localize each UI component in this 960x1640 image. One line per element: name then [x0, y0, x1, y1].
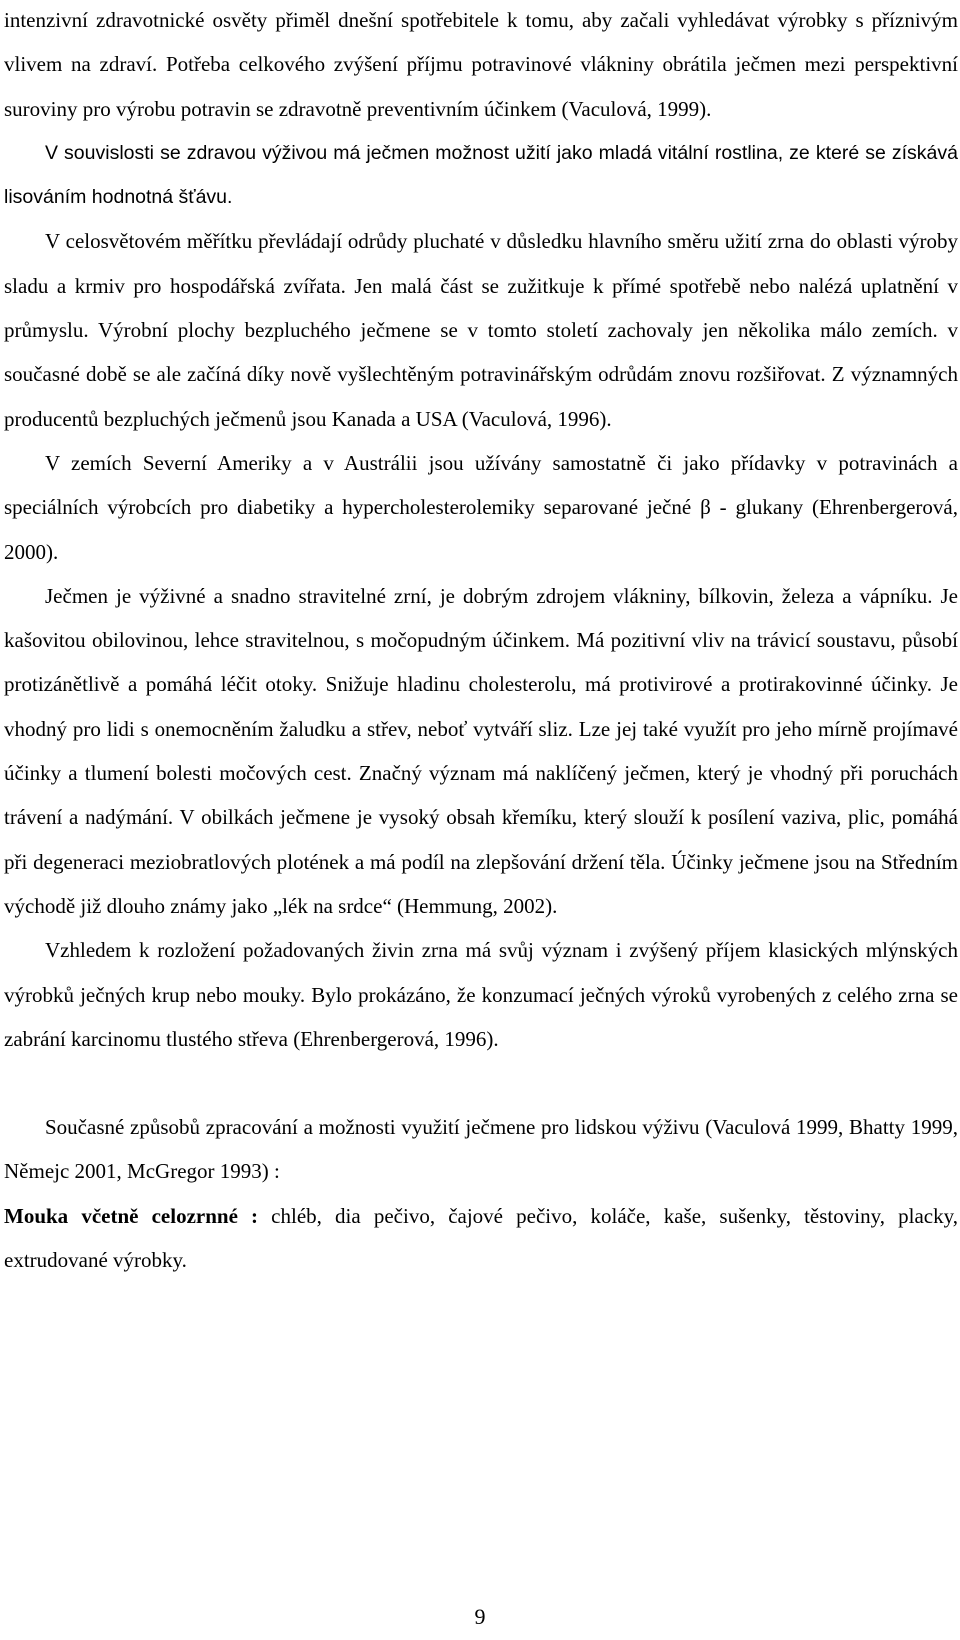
paragraph-spacer [4, 1061, 958, 1105]
page-number: 9 [474, 1604, 486, 1629]
list-item-term: Mouka včetně celozrnné : [4, 1203, 259, 1228]
paragraph-2: V souvislosti se zdravou výživou má ječmen možnost užití jako mladá vitální rostlina, ze které se získává lisováním hodnotná šťávu. [4, 141, 958, 209]
paragraph-5: Ječmen je výživné a snadno stravitelné zrní, je dobrým zdrojem vlákniny, bílkovin, železa a vápníku. Je kašovitou obilovinou, lehce stravitelnou, s močopudným účinkem. Má pozitivní vliv na trávicí soustavu, působí protizánětlivě a pomáhá léčit otoky. Snižuje hladinu cholesterolu, má protivirové a protirakovinné účinky. Je vhodný pro lidi s onemocněním žaludku a střev, neboť vytváří sliz. Lze jej také využít pro jeho mírně projímavé účinky a tlumení bolesti močových cest. Značný význam má naklíčený ječmen, který je vhodný při poruchách trávení a nadýmání. V obilkách ječmene je vysoký obsah křemíku, který slouží k posílení vaziva, plic, pomáhá při degeneraci meziobratlových plotének a má podíl na zlepšování držení těla. Účinky ječmene jsou na Středním východě již dlouho známy jako „lék na srdce“ (Hemmung, 2002). [4, 583, 958, 918]
document-page [4, 0, 958, 1282]
paragraph-1: intenzivní zdravotnické osvěty přiměl dnešní spotřebitele k tomu, aby začali vyhledávat výrobky s příznivým vlivem na zdraví. Potřeba celkového zvýšení příjmu potravinové vlákniny obrátila ječmen mezi perspektivní suroviny pro výrobu potravin se zdravotně preventivním účinkem (Vaculová, 1999). [4, 8, 958, 121]
paragraph-3: V celosvětovém měřítku převládají odrůdy pluchaté v důsledku hlavního směru užití zrna do oblasti výroby sladu a krmiv pro hospodářská zvířata. Jen malá část se zužitkuje k přímé spotřebě nebo nalézá uplatnění v průmyslu. Výrobní plochy bezpluchého ječmene se v tomto století zachovaly jen několika málo zemích. v současné době se ale začíná díky nově vyšlechtěným potravinářským odrůdám znovu rozšiřovat. Z významných producentů bezpluchých ječmenů jsou Kanada a USA (Vaculová, 1996). [4, 229, 958, 431]
list-item-flour [4, 1194, 958, 1283]
paragraph-4: V zemích Severní Ameriky a v Austrálii jsou užívány samostatně či jako přídavky v potravinách a speciálních výrobcích pro diabetiky a hypercholesterolemiky separované ječné β - glukany (Ehrenbergerová, 2000). [4, 450, 958, 564]
paragraph-6: Vzhledem k rozložení požadovaných živin zrna má svůj význam i zvýšený příjem klasických mlýnských výrobků ječných krup nebo mouky. Bylo prokázáno, že konzumací ječných výroků vyrobených z celého zrna se zabrání karcinomu tlustého střeva (Ehrenbergerová, 1996). [4, 938, 958, 1051]
paragraph-7: Současné způsobů zpracování a možnosti využití ječmene pro lidskou výživu (Vaculová 1999, Bhatty 1999, Němejc 2001, McGregor 1993) : [4, 1115, 958, 1184]
list-item-text: chléb, dia pečivo, čajové pečivo, koláče, kaše, sušenky, těstoviny, placky, extrudované výrobky. [4, 1203, 958, 1273]
